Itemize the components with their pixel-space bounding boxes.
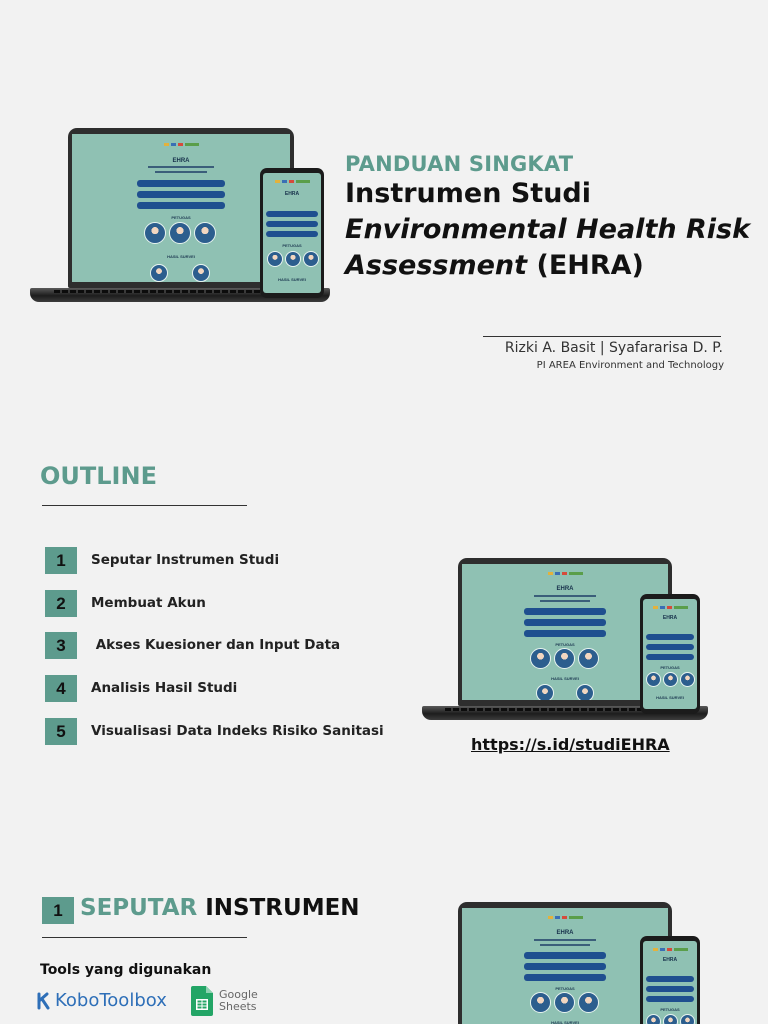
page-title	[345, 176, 750, 284]
section-title	[80, 895, 360, 921]
screen-subtitle-line	[148, 166, 213, 168]
outline-number-3: 3	[45, 632, 77, 659]
menu-button	[137, 191, 224, 198]
outline-number-2: 2	[45, 590, 77, 617]
screen-section-label: PETUGAS	[171, 215, 191, 220]
kobotoolbox-logo	[36, 990, 167, 1011]
kobo-icon	[36, 992, 52, 1010]
section-title-colored: SEPUTAR	[80, 895, 198, 921]
outline-number-5: 5	[45, 718, 77, 745]
kicker: PANDUAN SINGKAT	[345, 152, 574, 176]
study-link[interactable]: https://s.id/studiEHRA	[471, 735, 670, 754]
authors: Rizki A. Basit | Syafararisa D. P.	[504, 340, 723, 356]
outline-number-1: 1	[45, 547, 77, 574]
avatar	[194, 222, 216, 244]
phone: EHRA PETUGAS	[640, 936, 700, 1024]
divider	[42, 937, 247, 938]
divider	[483, 336, 721, 337]
avatar	[169, 222, 191, 244]
section-number: 1	[42, 897, 74, 924]
laptop-screen: EHRA PETUGAS HASIL SURVEI	[458, 902, 672, 1024]
section-title-rest: INSTRUMEN	[197, 895, 360, 921]
outline-item-3[interactable]: Akses Kuesioner dan Input Data	[91, 637, 341, 653]
menu-button	[137, 180, 224, 187]
outline-item-4[interactable]: Analisis Hasil Studi	[91, 680, 238, 696]
title-line-3-rest: (EHRA)	[527, 250, 644, 281]
phone: EHRA PETUGAS HASIL SURVEI	[260, 168, 324, 298]
avatar	[192, 264, 210, 282]
outline-title: OUTLINE	[40, 462, 157, 490]
outline-item-1[interactable]: Seputar Instrumen Studi	[91, 552, 280, 568]
outline-item-5[interactable]: Visualisasi Data Indeks Risiko Sanitasi	[91, 723, 384, 739]
tools-label: Tools yang digunakan	[40, 962, 212, 978]
device-mockup-header	[30, 128, 330, 308]
laptop-screen: EHRA PETUGAS HASIL SURVEI	[458, 558, 672, 706]
outline-number-4: 4	[45, 675, 77, 702]
screen-title: EHRA	[172, 158, 190, 164]
avatar	[144, 222, 166, 244]
organization: PI AREA Environment and Technology	[536, 360, 724, 371]
phone: EHRA PETUGAS HASIL SURVEI	[640, 594, 700, 714]
gsheets-label-2: Sheets	[219, 1000, 257, 1013]
kobo-label: KoboToolbox	[55, 990, 167, 1011]
title-line-1: Instrumen Studi	[345, 178, 592, 209]
screen-results-label: HASIL SURVEI	[167, 254, 195, 259]
device-mockup-outline	[422, 558, 708, 724]
title-line-3-italic: Assessment	[345, 250, 528, 281]
device-mockup-section1	[422, 900, 708, 1024]
gsheets-label-1: Google	[219, 988, 258, 1001]
outline-item-2[interactable]: Membuat Akun	[91, 595, 206, 611]
divider	[42, 505, 247, 506]
avatar	[150, 264, 168, 282]
logos	[72, 143, 290, 146]
title-line-2: Environmental Health Risk	[345, 214, 751, 245]
menu-button	[137, 202, 224, 209]
sheets-icon	[191, 986, 213, 1016]
google-sheets-logo	[191, 986, 258, 1016]
